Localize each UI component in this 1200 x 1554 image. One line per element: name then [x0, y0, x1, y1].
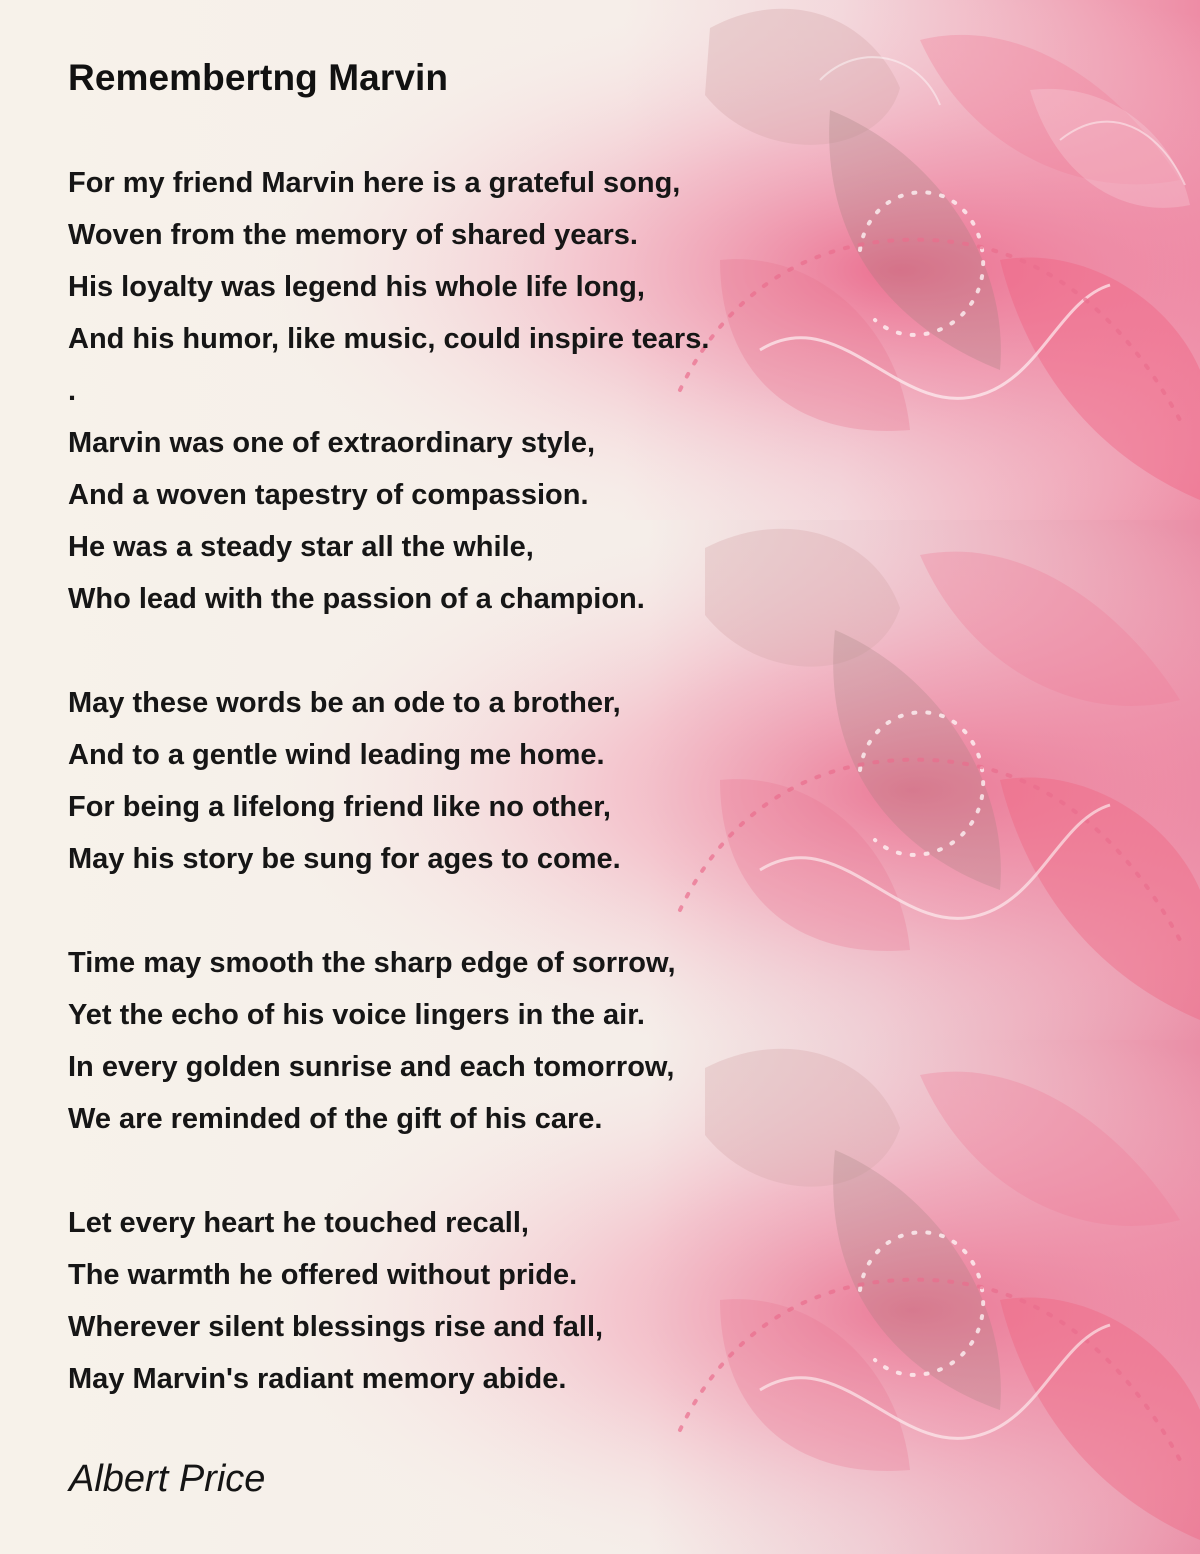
poem-line: Who lead with the passion of a champion.	[68, 583, 645, 615]
poem-line: Wherever silent blessings rise and fall,	[68, 1311, 604, 1343]
poem-line: Let every heart he touched recall,	[68, 1207, 529, 1239]
poem-line: We are reminded of the gift of his care.	[68, 1103, 603, 1135]
poem-line: And a woven tapestry of compassion.	[68, 479, 589, 511]
poem-line: He was a steady star all the while,	[68, 531, 534, 563]
poem-line-separator: .	[68, 375, 77, 407]
poem-line: In every golden sunrise and each tomorrow,	[68, 1051, 675, 1083]
poem-author: Albert Price	[69, 1458, 266, 1500]
poem-line: Marvin was one of extraordinary style,	[68, 427, 596, 459]
poem-line: Time may smooth the sharp edge of sorrow,	[68, 947, 676, 979]
poem-content	[68, 55, 918, 1405]
poem-line: And his humor, like music, could inspire tears.	[68, 323, 710, 355]
poem-line: May Marvin's radiant memory abide.	[68, 1363, 567, 1395]
poem-line: The warmth he offered without pride.	[68, 1259, 578, 1291]
poem-line: For being a lifelong friend like no other,	[68, 791, 611, 823]
stanza-spacer	[68, 885, 918, 937]
poem-body	[68, 157, 918, 1405]
poem-line: May his story be sung for ages to come.	[68, 843, 621, 875]
stanza-spacer	[68, 625, 918, 677]
poem-line: Woven from the memory of shared years.	[68, 219, 638, 251]
poem-title: Remembertng Marvin	[68, 57, 449, 98]
poem-line: His loyalty was legend his whole life long,	[68, 271, 645, 303]
poem-line: For my friend Marvin here is a grateful song,	[68, 167, 681, 199]
poem-line: May these words be an ode to a brother,	[68, 687, 621, 719]
poem-line: And to a gentle wind leading me home.	[68, 739, 605, 771]
stanza-spacer	[68, 1145, 918, 1197]
poem-line: Yet the echo of his voice lingers in the air.	[68, 999, 645, 1031]
